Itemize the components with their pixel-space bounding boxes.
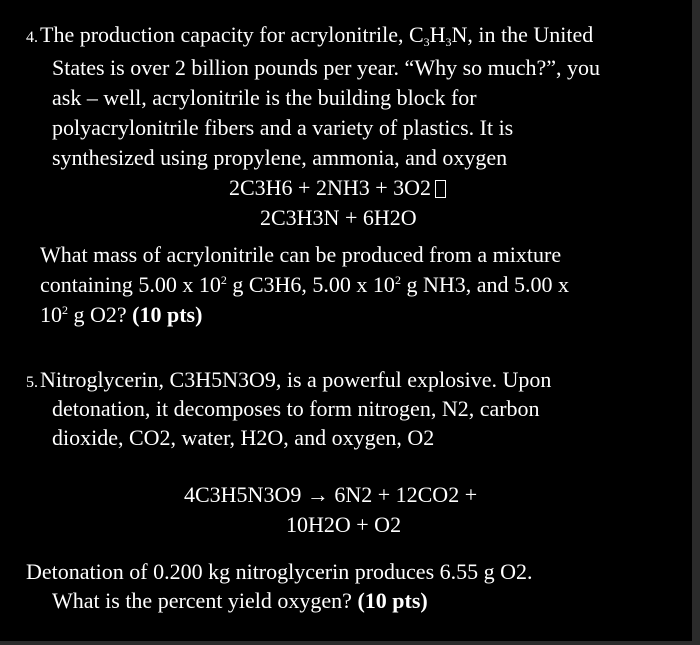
q5-points: (10 pts) — [357, 588, 428, 613]
q5-equation-line-2: 10H2O + O2 — [286, 512, 402, 537]
q4-line-4: polyacrylonitrile fibers and a variety of plastics. It is — [52, 115, 514, 140]
q4-equation-products: 2C3H3N + 6H2O — [260, 205, 417, 230]
q5-number: 5. — [26, 374, 38, 391]
q4-line-1: 4.The production capacity for acrylonitrile, $C_3H_3N$, in the United — [26, 22, 594, 49]
q4-points: (10 pts) — [132, 302, 203, 327]
q5-line-1: 5.Nitroglycerin, C3H5N3O9, is a powerful explosive. Upon — [26, 367, 551, 396]
q4-question-line-2: containing 5.00 x $10^2$ g C3H6, 5.00 x $10^2$ g NH3, and 5.00 x — [40, 272, 569, 297]
q5-equation-line-1: 4C3H5N3O9 → 6N2 + 12CO2 + — [184, 482, 478, 507]
q4-question-line-3: $10^2$ g O2? (10 pts) — [40, 302, 203, 327]
q5-line-3: dioxide, CO2, water, H2O, and oxygen, O2 — [52, 425, 435, 450]
q4-line-3: ask – well, acrylonitrile is the building block for — [52, 85, 477, 110]
right-edge-strip — [692, 0, 700, 645]
q5-line-2: detonation, it decomposes to form nitrogen, N2, carbon — [52, 396, 540, 421]
q4-equation-reactants: 2C3H6 + 2NH3 + 3O2 — [229, 175, 446, 201]
missing-arrow-glyph-icon — [435, 180, 446, 198]
q4-number: 4. — [26, 29, 38, 46]
q4-question-line-1: What mass of acrylonitrile can be produced from a mixture — [40, 242, 562, 267]
q5-question-line-2: What is the percent yield oxygen? (10 pts) — [52, 588, 428, 613]
bottom-edge-strip — [0, 641, 700, 645]
q4-line-2: States is over 2 billion pounds per year. “Why so much?”, you — [52, 55, 601, 80]
q5-question-line-1: Detonation of 0.200 kg nitroglycerin produces 6.55 g O2. — [26, 559, 533, 584]
q4-line-5: synthesized using propylene, ammonia, and oxygen — [52, 145, 508, 170]
